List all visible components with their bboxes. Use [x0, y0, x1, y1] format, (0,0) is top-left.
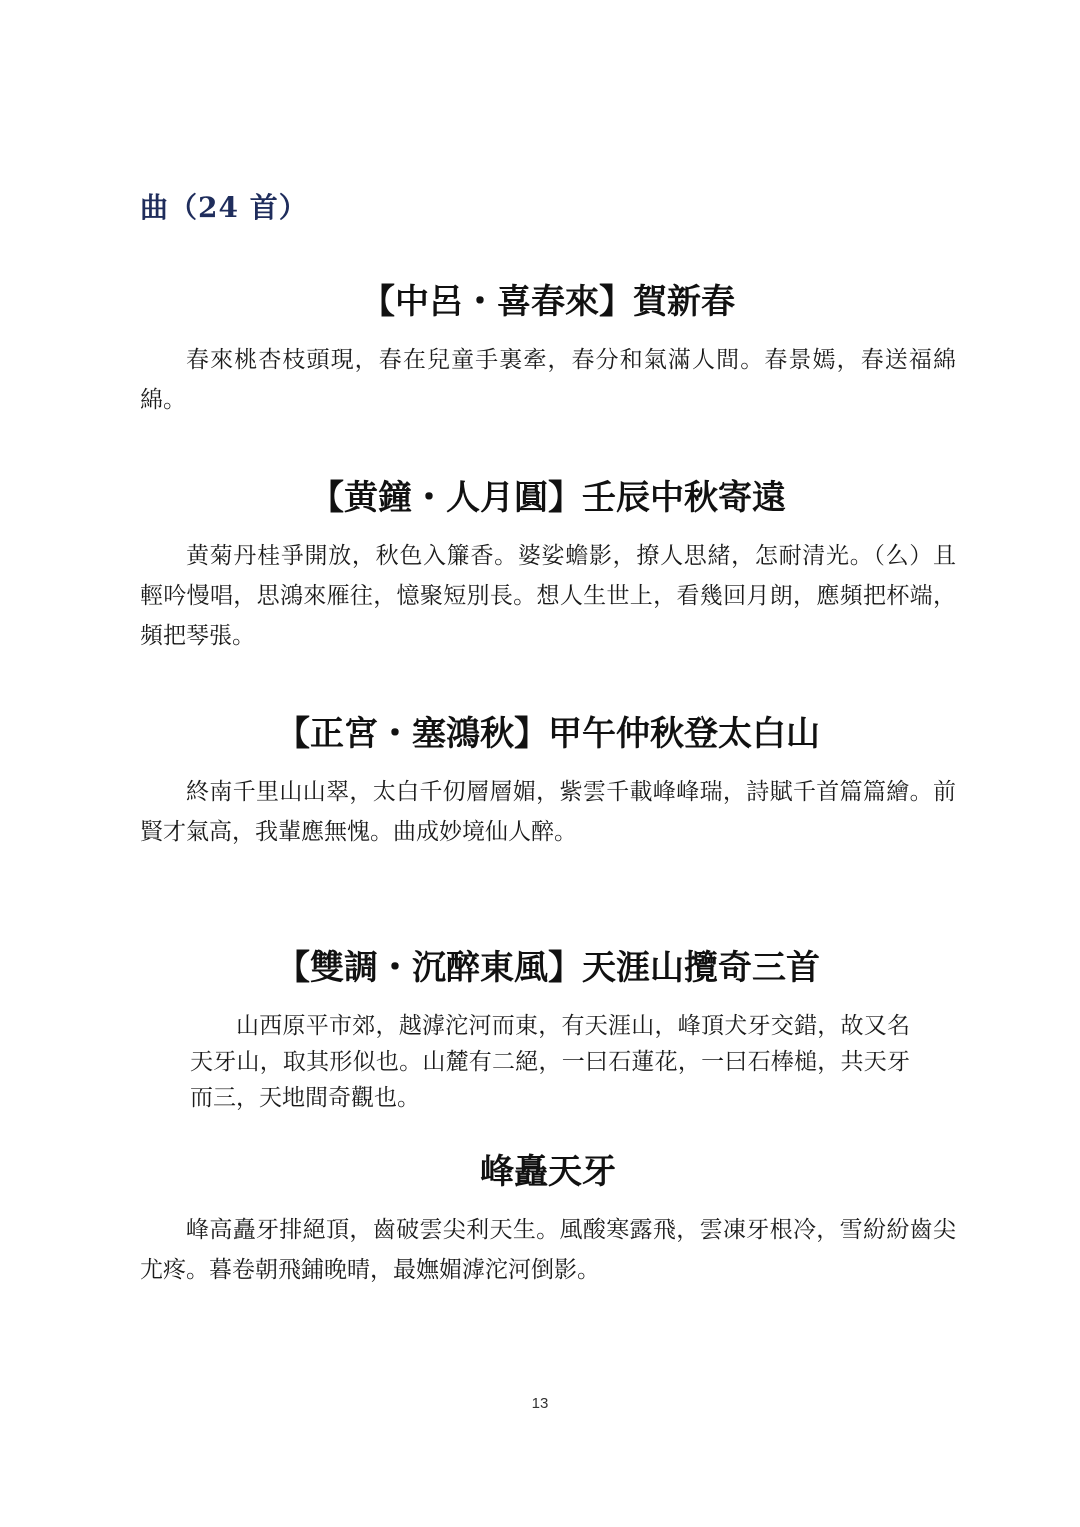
- poem-body: 峰高矗牙排絕頂，齒破雲尖利天生。風酸寒露飛，雲凍牙根冷，雪紛紛齒尖尤疼。暮卷朝飛鋪晚晴，最嫵媚滹沱河倒影。: [140, 1217, 956, 1283]
- poem-title: 【中呂・喜春來】賀新春: [361, 282, 735, 322]
- poem-title: 峰矗天牙: [480, 1152, 616, 1192]
- poem-title: 【黄鐘・人月圓】壬辰中秋寄遠: [310, 478, 786, 518]
- poem-body: 黄菊丹桂爭開放，秋色入簾香。婆娑蟾影，撩人思緒，怎耐清光。（么）且輕吟慢唱，思鴻來雁往，憶聚短別長。想人生世上，看幾回月朗，應頻把杯端，頻把琴張。: [140, 543, 956, 649]
- poem-body: 終南千里山山翠，太白千仞層層媚，紫雲千載峰峰瑞，詩賦千首篇篇繪。前賢才氣高，我輩應無愧。曲成妙境仙人醉。: [140, 779, 956, 845]
- poem-body: 春來桃杏枝頭現，春在兒童手裏牽，春分和氣滿人間。春景嫣，春送福綿綿。: [140, 347, 956, 413]
- poem-preface: 山西原平市郊，越滹沱河而東，有天涯山，峰頂犬牙交錯，故又名天牙山，取其形似也。山麓有二絕，一曰石蓮花，一曰石棒槌，共天牙而三，天地間奇觀也。: [190, 1013, 910, 1111]
- section-heading: 曲（24 首）: [140, 191, 308, 224]
- poem-title: 【正宮・塞鴻秋】甲午仲秋登太白山: [276, 714, 820, 754]
- poem-title: 【雙調・沉醉東風】天涯山攬奇三首: [276, 948, 820, 988]
- page-number: 13: [531, 1395, 549, 1412]
